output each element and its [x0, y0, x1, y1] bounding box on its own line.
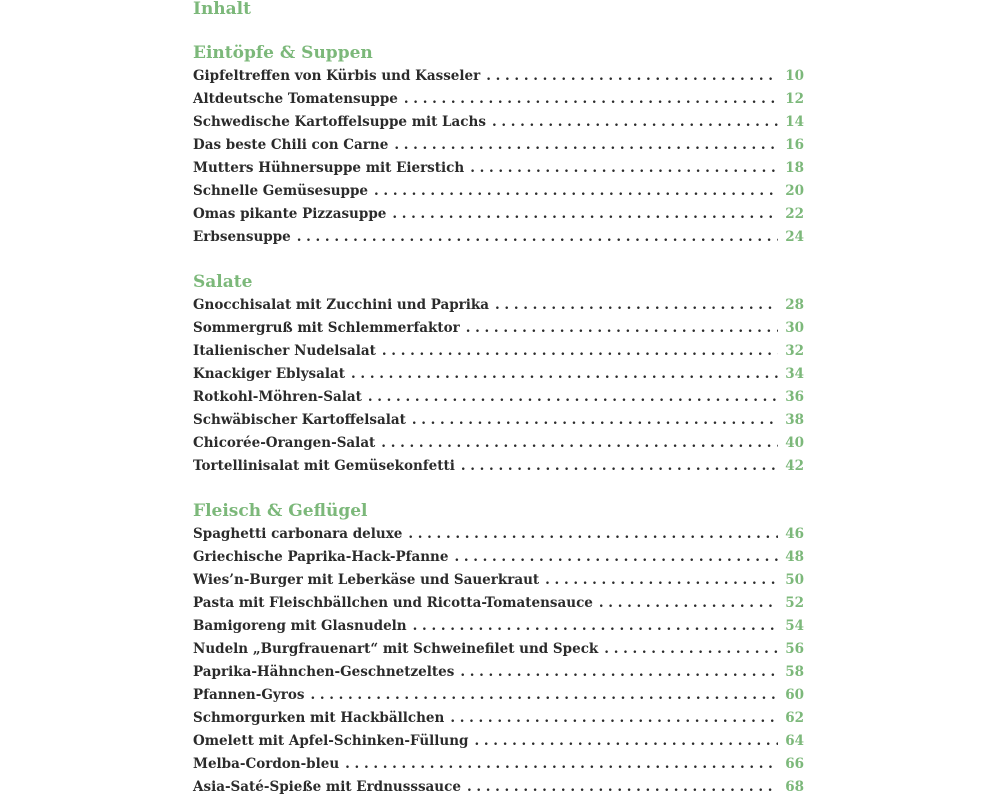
entry-title: Schwäbischer Kartoffelsalat [193, 412, 406, 428]
toc-entry[interactable] [193, 203, 804, 226]
toc-entry[interactable] [193, 157, 804, 180]
entry-title: Paprika-Hähnchen-Geschnetzeltes [193, 664, 455, 680]
dot-leader [460, 661, 778, 684]
entry-page-number: 14 [785, 114, 804, 130]
dot-leader [404, 88, 778, 111]
entry-page-number: 18 [785, 160, 804, 176]
entry-title: Italienischer Nudelsalat [193, 343, 376, 359]
dot-leader [392, 203, 778, 226]
entry-page-number: 58 [785, 664, 804, 680]
dot-leader [461, 455, 778, 478]
entry-title: Omas pikante Pizzasuppe [193, 206, 387, 222]
toc-entry[interactable] [193, 569, 804, 592]
entry-title: Sommergruß mit Schlemmerfaktor [193, 320, 460, 336]
entry-title: Spaghetti carbonara deluxe [193, 526, 403, 542]
toc-entry[interactable] [193, 180, 804, 203]
toc-entry[interactable] [193, 340, 804, 363]
dot-leader [467, 776, 778, 799]
toc-entry[interactable] [193, 455, 804, 478]
entry-title: Pasta mit Fleischbällchen und Ricotta-Tomatensauce [193, 595, 593, 611]
entry-title: Wies’n-Burger mit Leberkäse und Sauerkraut [193, 572, 540, 588]
toc-entry[interactable] [193, 386, 804, 409]
dot-leader [368, 386, 778, 409]
entry-page-number: 10 [785, 68, 804, 84]
toc-entry[interactable] [193, 684, 804, 707]
entry-page-number: 56 [785, 641, 804, 657]
entry-page-number: 48 [785, 549, 804, 565]
dot-leader [345, 753, 778, 776]
entry-title: Nudeln „Burgfrauenart“ mit Schweinefilet und Speck [193, 641, 599, 657]
dot-leader [486, 65, 778, 88]
entry-page-number: 32 [785, 343, 804, 359]
dot-leader [495, 294, 778, 317]
dot-leader [450, 707, 778, 730]
dot-leader [604, 638, 778, 661]
entry-page-number: 38 [785, 412, 804, 428]
entry-title: Mutters Hühnersuppe mit Eierstich [193, 160, 465, 176]
toc-entry[interactable] [193, 226, 804, 249]
toc-entry[interactable] [193, 615, 804, 638]
entry-title: Bamigoreng mit Glasnudeln [193, 618, 407, 634]
toc-entry[interactable] [193, 776, 804, 799]
dot-leader [413, 615, 778, 638]
toc-entry[interactable] [193, 638, 804, 661]
entry-page-number: 22 [785, 206, 804, 222]
entry-page-number: 40 [785, 435, 804, 451]
entry-page-number: 16 [785, 137, 804, 153]
entry-title: Schmorgurken mit Hackbällchen [193, 710, 445, 726]
entry-title: Erbsensuppe [193, 229, 291, 245]
dot-leader [545, 569, 778, 592]
dot-leader [382, 340, 778, 363]
toc-entry[interactable] [193, 730, 804, 753]
dot-leader [394, 134, 778, 157]
entry-page-number: 64 [785, 733, 804, 749]
entry-page-number: 34 [785, 366, 804, 382]
dot-leader [599, 592, 778, 615]
entry-title: Pfannen-Gyros [193, 687, 305, 703]
toc-entry[interactable] [193, 409, 804, 432]
toc-entry[interactable] [193, 661, 804, 684]
toc-title: Inhalt [193, 0, 251, 19]
entry-page-number: 50 [785, 572, 804, 588]
toc-entry[interactable] [193, 111, 804, 134]
entry-page-number: 60 [785, 687, 804, 703]
entry-page-number: 20 [785, 183, 804, 199]
section-heading-salate: Salate [193, 272, 253, 292]
dot-leader [297, 226, 778, 249]
dot-leader [351, 363, 778, 386]
toc-entry[interactable] [193, 753, 804, 776]
toc-entry[interactable] [193, 707, 804, 730]
entry-page-number: 42 [785, 458, 804, 474]
section-heading-eintoepfe-suppen: Eintöpfe & Suppen [193, 43, 373, 63]
entry-page-number: 52 [785, 595, 804, 611]
dot-leader [408, 523, 778, 546]
dot-leader [470, 157, 778, 180]
entry-page-number: 46 [785, 526, 804, 542]
entry-page-number: 66 [785, 756, 804, 772]
toc-entry[interactable] [193, 65, 804, 88]
dot-leader [374, 180, 778, 203]
toc-entry[interactable] [193, 592, 804, 615]
toc-entry[interactable] [193, 134, 804, 157]
entry-title: Tortellinisalat mit Gemüsekonfetti [193, 458, 455, 474]
dot-leader [475, 730, 779, 753]
entry-title: Chicorée-Orangen-Salat [193, 435, 376, 451]
section-heading-fleisch-gefluegel: Fleisch & Geflügel [193, 501, 368, 521]
entry-page-number: 54 [785, 618, 804, 634]
dot-leader [492, 111, 778, 134]
entry-page-number: 36 [785, 389, 804, 405]
entry-title: Gipfeltreffen von Kürbis und Kasseler [193, 68, 481, 84]
toc-entry[interactable] [193, 294, 804, 317]
entry-title: Gnocchisalat mit Zucchini und Paprika [193, 297, 490, 313]
entry-title: Schwedische Kartoffelsuppe mit Lachs [193, 114, 486, 130]
entry-page-number: 30 [785, 320, 804, 336]
toc-entry[interactable] [193, 88, 804, 111]
entry-title: Knackiger Eblysalat [193, 366, 346, 382]
dot-leader [381, 432, 778, 455]
entry-title: Melba-Cordon-bleu [193, 756, 340, 772]
dot-leader [310, 684, 778, 707]
toc-entry[interactable] [193, 546, 804, 569]
dot-leader [412, 409, 778, 432]
entry-title: Das beste Chili con Carne [193, 137, 389, 153]
entry-page-number: 24 [785, 229, 804, 245]
entry-page-number: 28 [785, 297, 804, 313]
dot-leader [454, 546, 778, 569]
entry-title: Griechische Paprika-Hack-Pfanne [193, 549, 449, 565]
entry-page-number: 12 [785, 91, 804, 107]
dot-leader [466, 317, 778, 340]
toc-entry[interactable] [193, 317, 804, 340]
entry-title: Omelett mit Apfel-Schinken-Füllung [193, 733, 469, 749]
toc-entry[interactable] [193, 523, 804, 546]
entry-page-number: 68 [785, 779, 804, 795]
toc-entry[interactable] [193, 432, 804, 455]
entry-title: Schnelle Gemüsesuppe [193, 183, 369, 199]
entry-title: Altdeutsche Tomatensuppe [193, 91, 398, 107]
entry-title: Asia-Saté-Spieße mit Erdnusssauce [193, 779, 461, 795]
entry-page-number: 62 [785, 710, 804, 726]
entry-title: Rotkohl-Möhren-Salat [193, 389, 362, 405]
toc-entry[interactable] [193, 363, 804, 386]
